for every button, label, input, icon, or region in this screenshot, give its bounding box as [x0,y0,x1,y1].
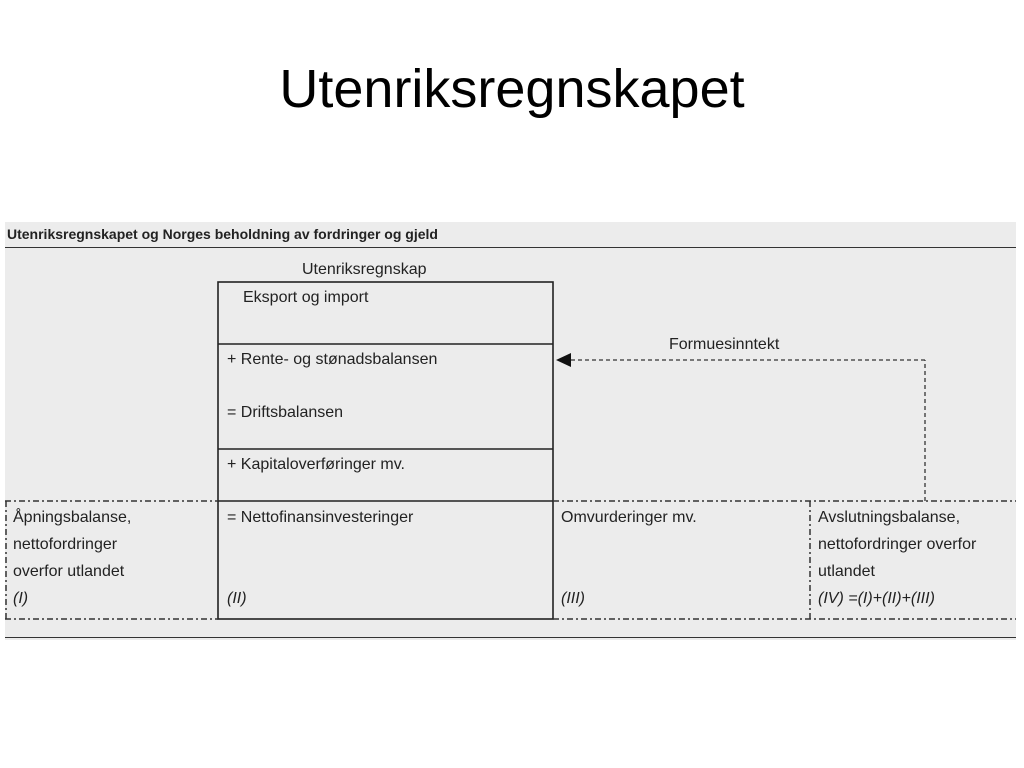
closing-line-1: Avslutningsbalanse, [818,509,961,526]
row-capital-transfers: + Kapitaloverføringer mv. [227,456,405,473]
revaluation-marker: (III) [561,590,585,607]
closing-line-2: nettofordringer overfor [818,536,977,553]
account-header: Utenriksregnskap [302,261,427,278]
opening-line-2: nettofordringer [13,536,118,553]
row-interest-transfer: + Rente- og stønadsbalansen [227,351,438,368]
closing-marker: (IV) =(I)+(II)+(III) [818,590,935,607]
closing-line-3: utlandet [818,563,875,580]
figure-caption: Utenriksregnskapet og Norges beholdning av fordringer og gjeld [7,226,438,242]
arrow-head [556,353,571,367]
opening-line-1: Åpningsbalanse, [13,509,132,526]
row-export-import: Eksport og import [243,289,369,306]
arrow-label: Formuesinntekt [669,336,780,353]
net-marker: (II) [227,590,247,607]
revaluation-line-1: Omvurderinger mv. [561,509,697,526]
opening-line-3: overfor utlandet [13,563,125,580]
row-current-account: = Driftsbalansen [227,404,344,421]
opening-marker: (I) [13,590,29,607]
row-net-financial: = Nettofinansinvesteringer [227,509,414,526]
slide-title: Utenriksregnskapet [279,59,745,119]
figure-panel [5,222,1016,640]
